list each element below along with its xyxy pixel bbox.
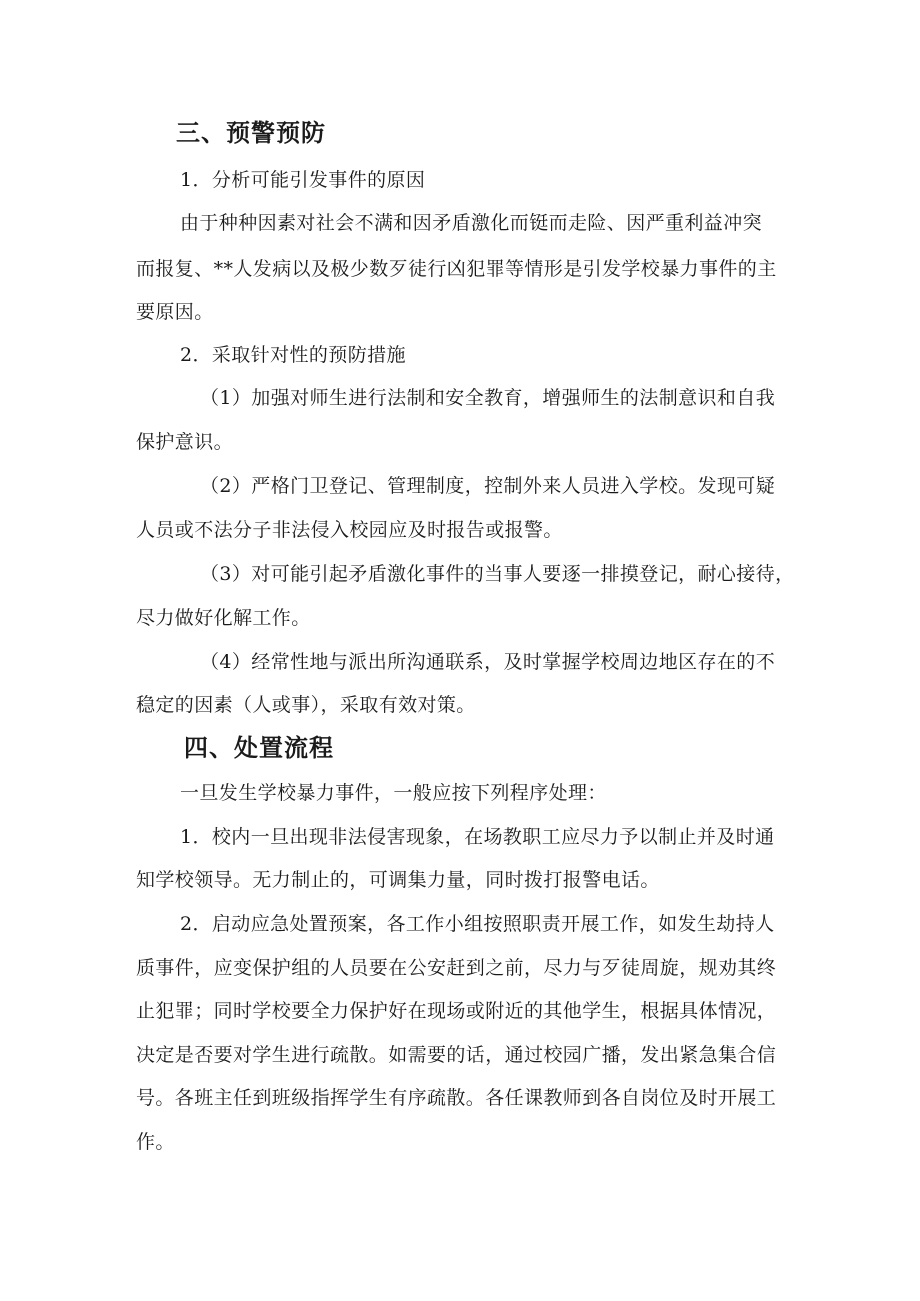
measure-line: 尽力做好化解工作。 — [136, 607, 311, 629]
item1-title: 1．分析可能引发事件的原因 — [180, 169, 426, 191]
section4-heading: 四、处置流程 — [184, 734, 334, 762]
measure-line: （3）对可能引起矛盾激化事件的当事人要逐一排摸登记，耐心接待， — [200, 563, 795, 585]
item1-body-line: 要原因。 — [136, 301, 214, 323]
item1-body-line: 而报复、**人发病以及极少数歹徒行凶犯罪等情形是引发学校暴力事件的主 — [136, 258, 777, 280]
step2-line: 质事件，应变保护组的人员要在公安赶到之前，尽力与歹徒周旋，规劝其终 — [136, 957, 777, 979]
step2-line: 号。各班主任到班级指挥学生有序疏散。各任课教师到各自岗位及时开展工 — [136, 1087, 777, 1109]
measure-line: （4）经常性地与派出所沟通联系，及时掌握学校周边地区存在的不 — [200, 651, 776, 673]
section3-heading: 三、预警预防 — [176, 119, 326, 147]
item2-title: 2．采取针对性的预防措施 — [180, 344, 406, 366]
step2-line: 作。 — [136, 1131, 175, 1153]
section4-intro: 一旦发生学校暴力事件，一般应按下列程序处理： — [180, 782, 607, 804]
step1-line: 1．校内一旦出现非法侵害现象，在场教职工应尽力予以制止并及时通 — [180, 826, 775, 848]
measure-line: （1）加强对师生进行法制和安全教育，增强师生的法制意识和自我 — [200, 387, 776, 409]
item1-body-line: 由于种种因素对社会不满和因矛盾激化而铤而走险、因严重利益冲突 — [180, 212, 763, 234]
step2-line: 决定是否要对学生进行疏散。如需要的话，通过校园广播，发出紧急集合信 — [136, 1044, 777, 1066]
measure-line: （2）严格门卫登记、管理制度，控制外来人员进入学校。发现可疑 — [200, 475, 776, 497]
step2-line: 2．启动应急处置预案，各工作小组按照职责开展工作，如发生劫持人 — [180, 913, 775, 935]
measure-line: 人员或不法分子非法侵入校园应及时报告或报警。 — [136, 519, 563, 541]
step1-line: 知学校领导。无力制止的，可调集力量，同时拨打报警电话。 — [136, 869, 660, 891]
step2-line: 止犯罪；同时学校要全力保护好在现场或附近的其他学生，根据具体情况， — [136, 1000, 777, 1022]
measure-line: 保护意识。 — [136, 431, 234, 453]
measure-line: 稳定的因素（人或事），采取有效对策。 — [136, 694, 476, 716]
